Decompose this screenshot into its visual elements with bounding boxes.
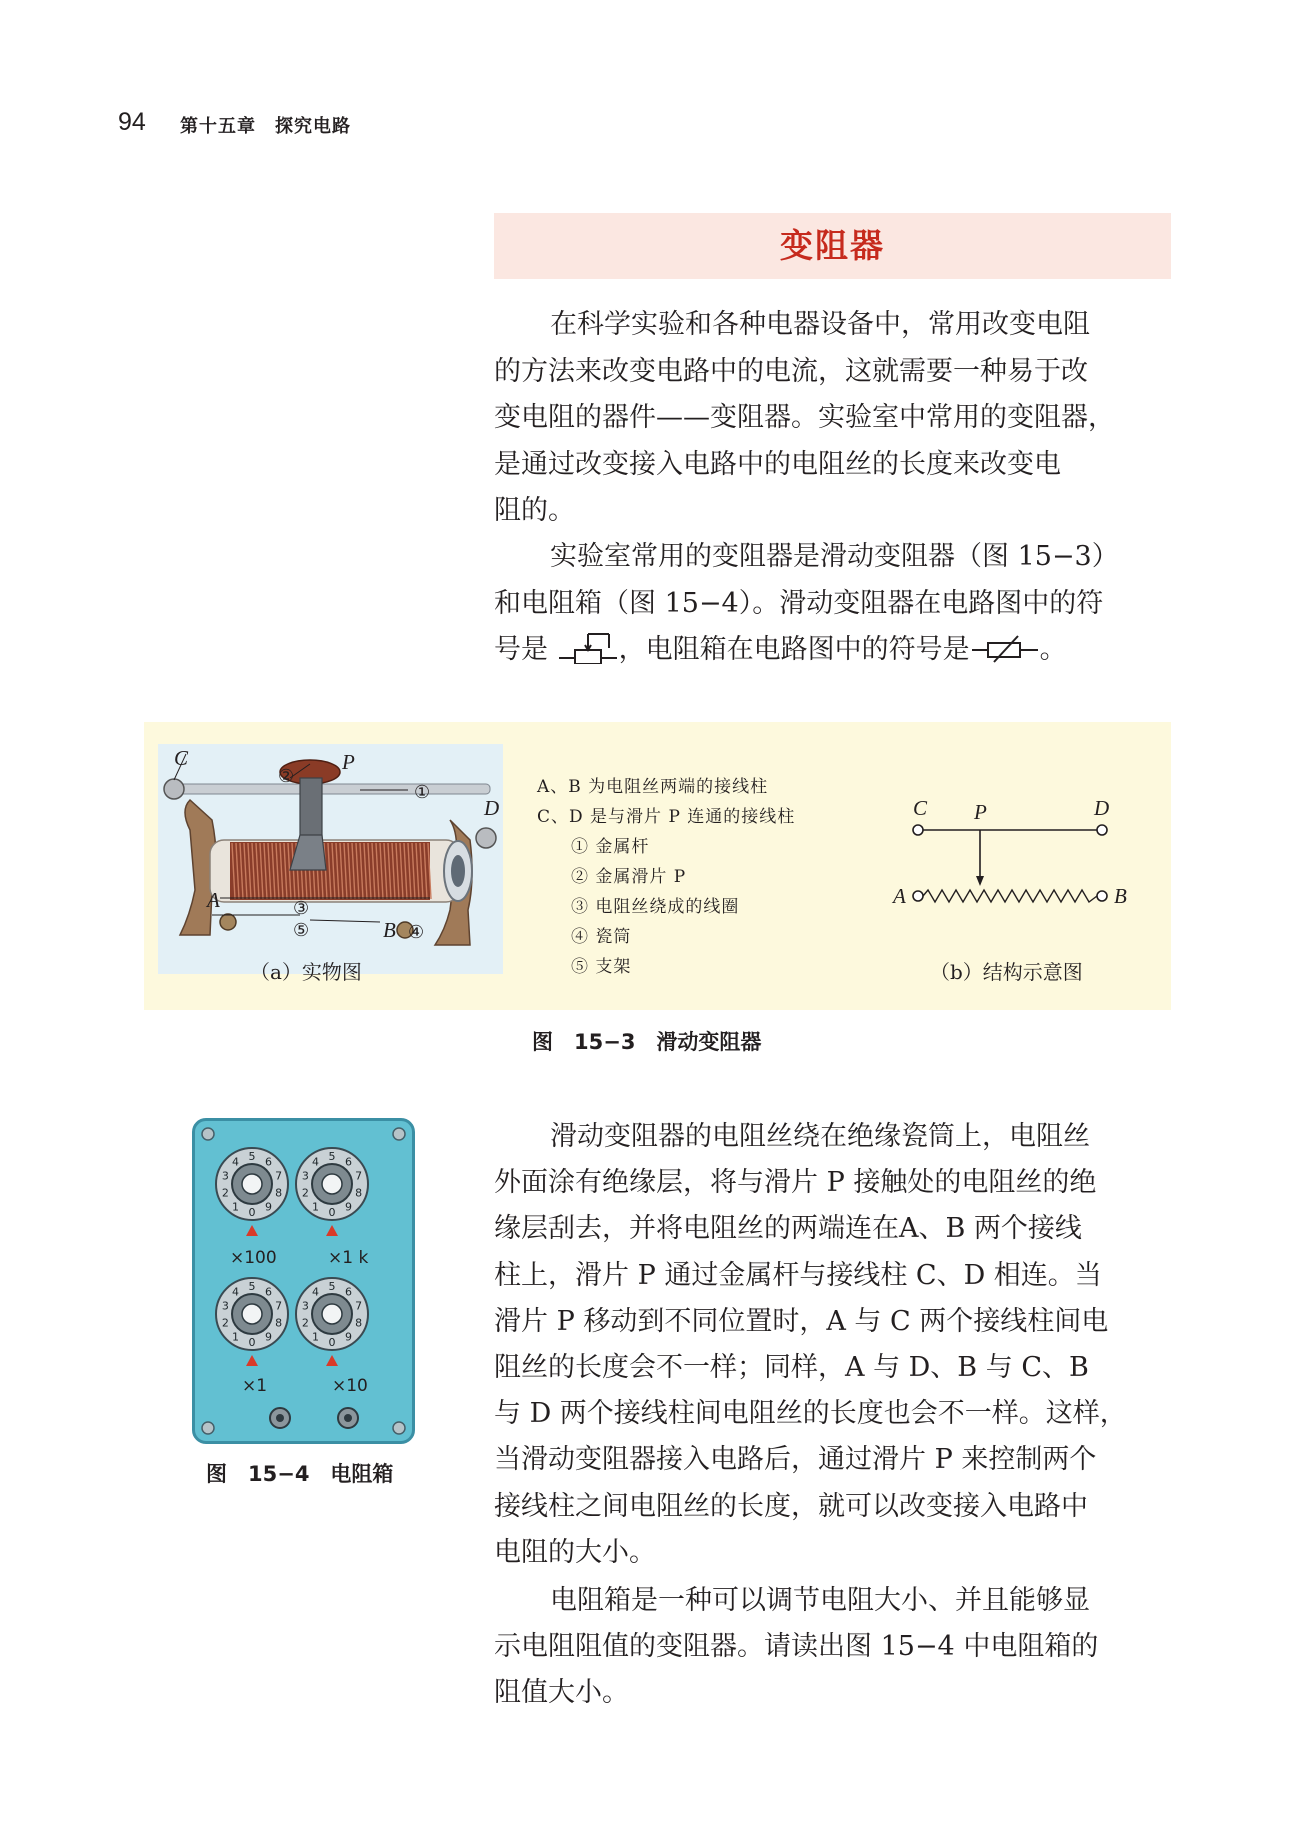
dial-pointer-icon [246, 1355, 258, 1366]
dial-digit: 7 [275, 1299, 283, 1313]
intro-paragraph-1 [494, 302, 1171, 535]
text-line: 缘层刮去，并将电阻丝的两端连在A、B 两个接线 [494, 1213, 1082, 1245]
dial-digit: 8 [355, 1186, 363, 1200]
text-line: 的方法来改变电路中的电流，这就需要一种易于改 [494, 355, 1088, 387]
dial-digit: 1 [312, 1330, 320, 1344]
figure-15-4-caption: 图 15−4 电阻箱 [206, 1462, 394, 1486]
schematic-caption: （b）结构示意图 [930, 960, 1083, 984]
text-line: 变电阻的器件——变阻器。实验室中常用的变阻器， [494, 402, 1115, 433]
legend-line: C、D 是与滑片 P 连通的接线柱 [537, 807, 796, 827]
photo-label-B: B [383, 918, 396, 942]
dial-digit: 2 [221, 1316, 229, 1330]
schematic-label-B: B [1114, 884, 1127, 908]
dial-digit: 0 [328, 1206, 336, 1219]
photo-label-4: ④ [408, 922, 425, 943]
dial-digit: 0 [248, 1206, 256, 1219]
photo-label-C: C [174, 746, 189, 770]
dial-digit: 4 [312, 1155, 320, 1169]
dial-digit: 7 [275, 1169, 283, 1183]
text-line: 阻的。 [494, 495, 575, 526]
text-segment: ，电阻箱在电路图中的符号是 [618, 634, 970, 665]
text-line: 电阻箱是一种可以调节电阻大小、并且能够显 [550, 1585, 1090, 1616]
section-banner [494, 213, 1171, 279]
text-line: 阻值大小。 [494, 1677, 629, 1709]
dial-digit: 4 [312, 1285, 320, 1299]
dial-digit: 9 [344, 1200, 352, 1214]
schematic-label-C: C [913, 796, 928, 820]
text-line: 接线柱之间电阻丝的长度，就可以改变接入电路中 [494, 1490, 1088, 1522]
dial-pointer-icon [246, 1225, 258, 1236]
dial-digit: 4 [232, 1285, 240, 1299]
text-line: 在科学实验和各种电器设备中，常用改变电阻 [550, 309, 1090, 340]
photo-caption: （a）实物图 [250, 960, 362, 984]
dial-digit: 3 [221, 1299, 229, 1313]
dial-digit: 8 [275, 1186, 283, 1200]
photo-label-3: ③ [293, 898, 310, 919]
dial-digit: 6 [344, 1155, 352, 1169]
photo-label-1: ① [414, 782, 431, 803]
dial-digit: 0 [328, 1336, 336, 1349]
legend-line: A、B 为电阻丝两端的接线柱 [537, 777, 769, 797]
text-segment: 。 [1039, 634, 1067, 665]
dial-digit: 2 [221, 1186, 229, 1200]
dial-digit: 9 [344, 1330, 352, 1344]
body-paragraph-3 [494, 1114, 1171, 1576]
legend-line: ④ 瓷筒 [571, 927, 632, 947]
text-segment: 号是 [494, 634, 548, 665]
schematic-label-D: D [1094, 796, 1110, 820]
resistance-wire-zigzag [923, 890, 1097, 902]
dial-digit: 8 [355, 1316, 363, 1330]
body-paragraph-4 [494, 1578, 1171, 1717]
dial-digit: 3 [301, 1169, 309, 1183]
photo-label-5: ⑤ [293, 920, 310, 941]
legend-line: ⑤ 支架 [571, 957, 632, 977]
chapter-title: 第十五章 探究电路 [180, 116, 351, 137]
resistance-box-symbol-icon [970, 630, 1040, 664]
dial-pointer-icon [326, 1225, 338, 1236]
photo-label-2: ② [278, 766, 295, 787]
photo-label-P: P [342, 750, 355, 774]
decade-dial[interactable] [296, 1278, 368, 1366]
dial-pointer-icon [326, 1355, 338, 1366]
text-line: 实验室常用的变阻器是滑动变阻器（图 15−3） [550, 541, 1119, 572]
text-line: 和电阻箱（图 15−4）。滑动变阻器在电路图中的符 [494, 587, 1104, 619]
dial-digit: 8 [275, 1316, 283, 1330]
dial-multiplier-label: ×1 [242, 1376, 268, 1396]
text-line: 外面涂有绝缘层，将与滑片 P 接触处的电阻丝的绝 [494, 1167, 1097, 1199]
dial-digit: 6 [264, 1285, 272, 1299]
decade-dial[interactable] [216, 1148, 288, 1236]
dial-digit: 5 [328, 1150, 336, 1163]
schematic-label-P: P [974, 800, 987, 824]
figure-15-3-legend [537, 772, 795, 982]
page-number: 94 [118, 108, 146, 136]
dial-digit: 2 [301, 1186, 309, 1200]
dial-digit: 9 [264, 1330, 272, 1344]
dial-digit: 3 [301, 1299, 309, 1313]
photo-label-D: D [484, 796, 500, 820]
dial-digit: 1 [312, 1200, 320, 1214]
dial-digit: 1 [232, 1330, 240, 1344]
dial-digit: 4 [232, 1155, 240, 1169]
legend-line: ② 金属滑片 P [571, 867, 687, 887]
dial-digit: 5 [248, 1280, 256, 1293]
figure-15-3-caption: 图 15−3 滑动变阻器 [532, 1030, 762, 1054]
schematic-label-A: A [893, 884, 906, 908]
text-line: 是通过改变接入电路中的电阻丝的长度来改变电 [494, 448, 1061, 480]
dial-multiplier-label: ×1 k [328, 1248, 369, 1268]
dial-digit: 2 [301, 1316, 309, 1330]
intro-paragraph-2 [494, 534, 1171, 674]
text-line: 示电阻阻值的变阻器。请读出图 15−4 中电阻箱的 [494, 1631, 1099, 1663]
dial-digit: 1 [232, 1200, 240, 1214]
text-line: 柱上，滑片 P 通过金属杆与接线柱 C、D 相连。当 [494, 1259, 1102, 1291]
legend-line: ① 金属杆 [571, 837, 650, 857]
resistance-box-face [192, 1118, 415, 1444]
dial-digit: 7 [355, 1169, 363, 1183]
decade-dial[interactable] [216, 1278, 288, 1366]
text-line [494, 627, 1171, 674]
dial-multiplier-label: ×100 [230, 1248, 277, 1268]
decade-dial[interactable] [296, 1148, 368, 1236]
dial-digit: 0 [248, 1336, 256, 1349]
dial-digit: 5 [248, 1150, 256, 1163]
text-line: 滑片 P 移动到不同位置时，A 与 C 两个接线柱间电 [494, 1305, 1109, 1337]
text-line: 滑动变阻器的电阻丝绕在绝缘瓷筒上，电阻丝 [550, 1121, 1090, 1152]
dial-digit: 5 [328, 1280, 336, 1293]
text-line: 当滑动变阻器接入电路后，通过滑片 P 来控制两个 [494, 1444, 1097, 1476]
dial-digit: 7 [355, 1299, 363, 1313]
photo-label-A: A [207, 888, 220, 912]
dial-digit: 6 [264, 1155, 272, 1169]
section-title: 变阻器 [780, 226, 885, 265]
rheostat-symbol-icon [557, 630, 619, 664]
photo-leader-lines [150, 740, 510, 970]
text-line: 电阻的大小。 [494, 1536, 656, 1568]
legend-line: ③ 电阻丝绕成的线圈 [571, 897, 740, 917]
dial-digit: 6 [344, 1285, 352, 1299]
text-line: 与 D 两个接线柱间电阻丝的长度也会不一样。这样， [494, 1398, 1127, 1430]
text-line: 阻丝的长度会不一样；同样，A 与 D、B 与 C、B [494, 1352, 1089, 1384]
dial-multiplier-label: ×10 [332, 1376, 368, 1396]
dial-digit: 3 [221, 1169, 229, 1183]
dial-digit: 9 [264, 1200, 272, 1214]
